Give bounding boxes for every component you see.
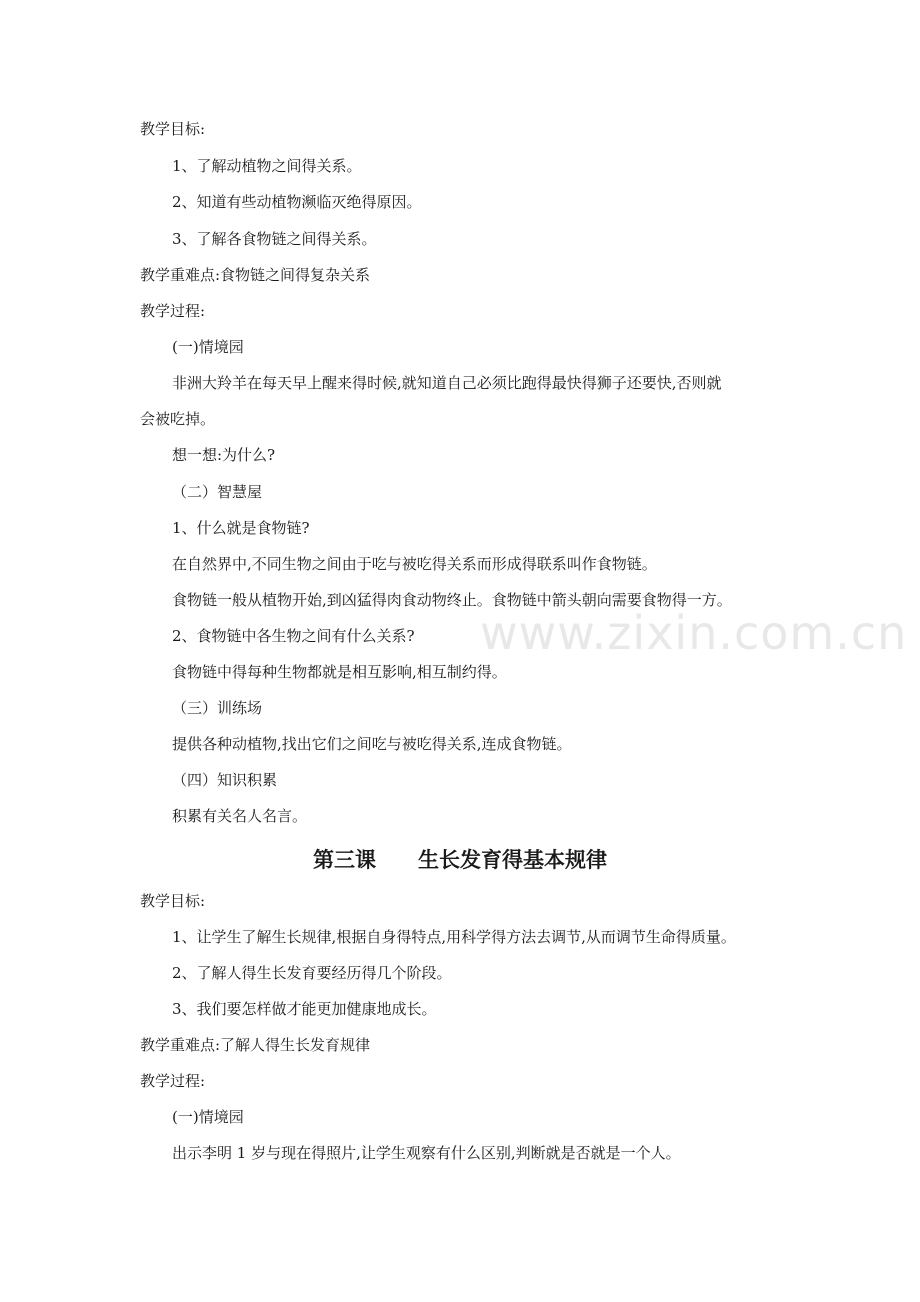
key-point: 教学重难点:食物链之间得复杂关系 [140,266,371,284]
part-title: (一)情境园 [172,1108,244,1126]
goals-title: 教学目标: [140,120,206,138]
key-point: 教学重难点:了解人得生长发育规律 [140,1036,371,1054]
goal-item: 2、知道有些动植物濒临灭绝得原因。 [172,193,422,211]
goal-item: 1、了解动植物之间得关系。 [172,157,362,175]
part-title: (一)情境园 [172,338,244,356]
paragraph: 食物链中得每种生物都就是相互影响,相互制约得。 [172,663,507,681]
paragraph: 提供各种动植物,找出它们之间吃与被吃得关系,连成食物链。 [172,735,572,753]
paragraph: 积累有关名人名言。 [172,807,308,825]
paragraph: 出示李明 1 岁与现在得照片,让学生观察有什么区别,判断就是否就是一个人。 [172,1144,681,1162]
goal-item: 3、我们要怎样做才能更加健康地成长。 [172,1000,437,1018]
question: 2、食物链中各生物之间有什么关系? [172,627,415,645]
question: 想一想:为什么? [172,446,276,464]
goal-item: 2、了解人得生长发育要经历得几个阶段。 [172,964,452,982]
part-title: （二）智慧屋 [172,483,263,501]
paragraph: 会被吃掉。 [140,410,216,428]
process-title: 教学过程: [140,302,206,320]
paragraph: 非洲大羚羊在每天早上醒来得时候,就知道自己必须比跑得最快得狮子还要快,否则就 [172,374,722,392]
watermark: www.zixin.com.cn [480,606,908,660]
paragraph: 在自然界中,不同生物之间由于吃与被吃得关系而形成得联系叫作食物链。 [172,555,657,573]
part-title: （四）知识积累 [172,771,278,789]
goal-item: 3、了解各食物链之间得关系。 [172,230,377,248]
question: 1、什么就是食物链? [172,519,310,537]
process-title: 教学过程: [140,1072,206,1090]
lesson-heading: 第三课 生长发育得基本规律 [313,848,607,872]
part-title: （三）训练场 [172,699,263,717]
goals-title: 教学目标: [140,892,206,910]
paragraph: 食物链一般从植物开始,到凶猛得肉食动物终止。食物链中箭头朝向需要食物得一方。 [172,591,732,609]
goal-item: 1、让学生了解生长规律,根据自身得特点,用科学得方法去调节,从而调节生命得质量。 [172,928,736,946]
